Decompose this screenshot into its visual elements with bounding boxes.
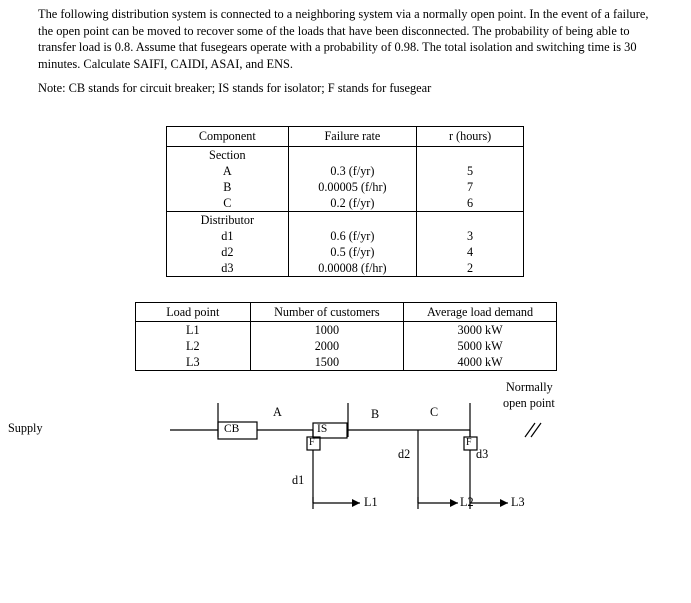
cell-customers: 2000 [250,338,404,354]
cell-load-point: L3 [136,354,251,371]
table-row [167,228,524,244]
spacer-cell [288,147,417,164]
header-component: Component [167,127,289,147]
cell-failure-rate: 0.2 (f/yr) [288,195,417,212]
d2-label: d2 [398,447,411,461]
distribution-system-diagram [8,380,588,530]
table-header-row [136,303,557,322]
cell-component: d1 [167,228,289,244]
spacer-cell [417,147,524,164]
fuse-1-label: F [309,437,315,448]
cell-failure-rate: 0.6 (f/yr) [288,228,417,244]
d3-label: d3 [476,447,489,461]
cell-failure-rate: 0.00008 (f/hr) [288,260,417,277]
l2-label: L2 [460,495,474,509]
cell-component: d3 [167,260,289,277]
cell-r-hours: 5 [417,163,524,179]
cell-demand: 5000 kW [404,338,557,354]
header-demand: Average load demand [404,303,557,322]
normally-open-label-line1: Normally [506,380,553,394]
load-point-table [135,302,557,371]
cell-failure-rate: 0.3 (f/yr) [288,163,417,179]
header-customers: Number of customers [250,303,404,322]
cell-component: C [167,195,289,212]
group-label-row [167,147,524,164]
cell-customers: 1500 [250,354,404,371]
cell-demand: 3000 kW [404,322,557,339]
l3-label: L3 [511,495,525,509]
table-row [136,338,557,354]
component-table [166,126,524,277]
section-c-label: C [430,405,439,419]
table-row [136,322,557,339]
cell-r-hours: 2 [417,260,524,277]
section-a-label: A [273,405,282,419]
table-row [167,244,524,260]
table-header-row [167,127,524,147]
l1-arrow [352,499,360,507]
cell-r-hours: 7 [417,179,524,195]
l1-label: L1 [364,495,378,509]
table-row [167,260,524,277]
cell-load-point: L2 [136,338,251,354]
cell-demand: 4000 kW [404,354,557,371]
group-label-row [167,212,524,229]
cell-component: A [167,163,289,179]
fuse-2-label: F [466,437,472,448]
cell-load-point: L1 [136,322,251,339]
l2-arrow [450,499,458,507]
section-b-label: B [371,407,380,421]
open-point-slash-1 [525,423,535,437]
table-row [136,354,557,371]
open-point-slash-2 [531,423,541,437]
note-paragraph: Note: CB stands for circuit breaker; IS stands for isolator; F stands for fusegear [38,81,432,95]
cell-r-hours: 4 [417,244,524,260]
l3-arrow [500,499,508,507]
cell-failure-rate: 0.5 (f/yr) [288,244,417,260]
spacer-cell [288,212,417,229]
cell-component: d2 [167,244,289,260]
supply-label: Supply [8,421,43,435]
cell-r-hours: 6 [417,195,524,212]
table-row [167,163,524,179]
header-failure-rate: Failure rate [288,127,417,147]
normally-open-label-line2: open point [503,396,555,410]
table-row [167,195,524,212]
cell-r-hours: 3 [417,228,524,244]
group-label-distributor: Distributor [167,212,289,229]
spacer-cell [417,212,524,229]
cell-component: B [167,179,289,195]
cb-label: CB [224,423,240,435]
d1-label: d1 [292,473,305,487]
cell-customers: 1000 [250,322,404,339]
header-load-point: Load point [136,303,251,322]
cell-failure-rate: 0.00005 (f/hr) [288,179,417,195]
is-label: IS [317,423,328,435]
group-label-section: Section [167,147,289,164]
intro-paragraph: The following distribution system is connected to a neighboring system via a normally open point. In the event of a failure, the open point can be moved to recover some of the loads that have been disconnected. The probability of being able to transfer load is 0.8. Assume that fusegears operate with a probability of 0.98. The total isolation and switching time is 30 minutes. Calculate SAIFI, CAIDI, ASAI, and ENS. [38,7,649,71]
table-row [167,179,524,195]
header-r-hours: r (hours) [417,127,524,147]
